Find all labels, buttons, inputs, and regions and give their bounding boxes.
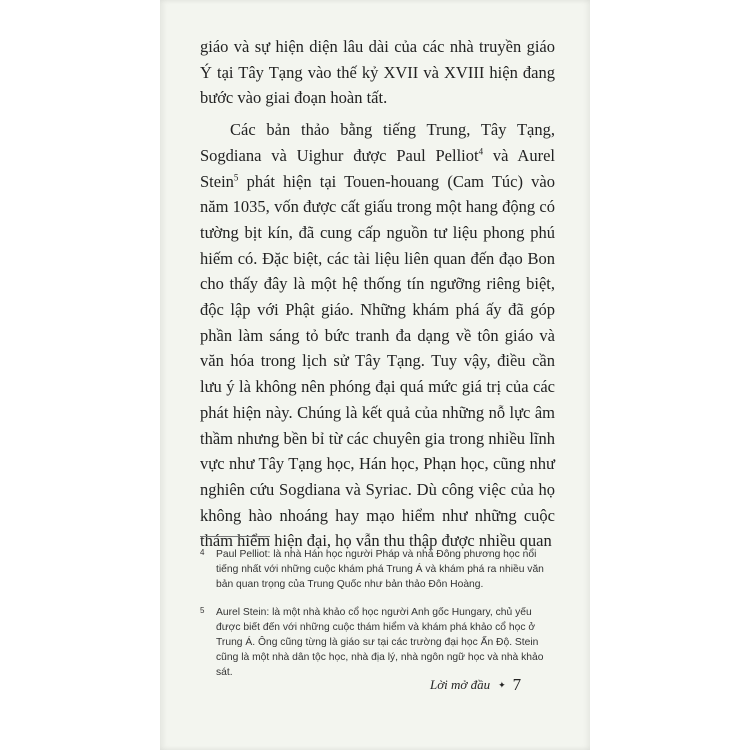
section-title: Lời mở đầu: [430, 677, 491, 692]
paragraph-text-part-3: phát hiện tại Touen-houang (Cam Túc) vào năm 1035, vốn được cất giấu trong một hang động có tường bịt kín, đã cung cấp nguồn tư liệu phong phú hiếm có. Đặc biệt, các tài liệu liên quan đến đạo Bon cho thấy đây là một hệ thống tín ngưỡng riêng biệt, độc lập với Phật giáo. Những khám phá ấy đã góp phần làm sáng tỏ bức tranh đa dạng về tôn giáo và văn hóa trong lịch sử Tây Tạng. Tuy vậy, điều cần lưu ý là không nên phóng đại quá mức giá trị của các phát hiện này. Chúng là kết quả của những nỗ lực âm thầm nhưng bền bỉ từ các chuyên gia trong nhiều lĩnh vực như Tây Tạng học, Hán học, Phạn học, cũng như nghiên cứu Sogdiana và Syriac. Dù công việc của họ không hào nhoáng hay mạo hiểm như những cuộc thám hiểm hiện đại, họ vẫn thu thập được nhiều quan: [200, 171, 555, 551]
footnote-ref-4[interactable]: 4: [478, 146, 484, 157]
paragraph-text-part-2: và Aurel Stein: [200, 145, 556, 191]
footnote-item: [200, 605, 555, 680]
footnote-item: [200, 547, 555, 592]
paragraph-text-part-1: Các bản thảo bằng tiếng Trung, Tây Tạng, Sogdiana và Uighur được Paul Pelliot: [200, 120, 555, 165]
diamond-ornament-icon: ✦: [498, 679, 506, 690]
running-footer: [430, 675, 521, 695]
footnote-ref-5[interactable]: 5: [233, 172, 239, 183]
footnote-divider: [200, 536, 270, 537]
paragraph-manuscripts: [200, 117, 555, 554]
footnote-number: 4: [200, 548, 205, 557]
footnote-number: 5: [200, 606, 205, 615]
page-number: 7: [512, 675, 522, 694]
footnotes: [200, 547, 555, 693]
footnote-text: Aurel Stein: là một nhà khảo cổ học người Anh gốc Hungary, chủ yếu được biết đến với những cuộc thám hiểm và khám phá khảo cổ học ở Trung Á. Ông cũng từng là giáo sư tại các trường đại học Ấn Độ. Stein cũng là một nhà dân tộc học, nhà địa lý, nhà ngôn ngữ học và nhà khảo sát.: [216, 607, 544, 678]
footnote-text: Paul Pelliot: là nhà Hán học người Pháp và nhà Đông phương học nổi tiếng nhất với những cuộc khám phá Trung Á và khám phá ra nhiều văn bản quan trọng của Trung Quốc như bản thảo Đôn Hoàng.: [216, 549, 544, 590]
body-text: [200, 34, 555, 554]
book-page: [160, 0, 590, 750]
paragraph-continued: giáo và sự hiện diện lâu dài của các nhà truyền giáo Ý tại Tây Tạng vào thế kỷ XVII và XVIII hiện đang bước vào giai đoạn hoàn tất.: [200, 37, 555, 108]
